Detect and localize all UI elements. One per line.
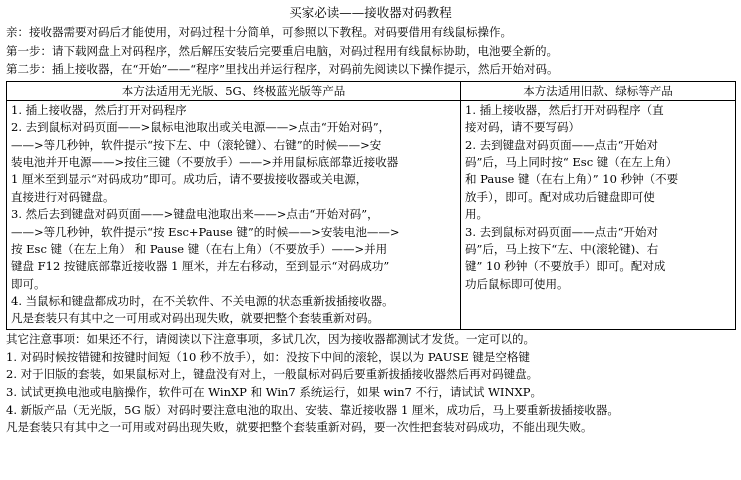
left-instruction-line: 键盘 F12 按键底部靠近接收器 1 厘米，并左右移动，至到显示“对码成功”	[11, 259, 390, 274]
instruction-table	[6, 81, 736, 330]
table-body-row	[7, 100, 736, 329]
left-instruction-line: 装电池并开电源——>按住三键（不要放手）——>并用鼠标底部靠近接收器	[11, 154, 399, 169]
note-line: 1. 对码时候按错键和按键时间短（10 秒不放手），如：没按下中间的滚轮，误以为 PAUSE 键是空格键	[6, 349, 530, 364]
document-title: 买家必读——接收器对码教程	[289, 5, 452, 20]
right-instruction-line: 键” 10 秒钟（不要放手）即可。配对成	[465, 259, 666, 274]
left-instruction-line: 2. 去到鼠标对码页面——>鼠标电池取出或关电源——>点击“开始对码”，	[11, 120, 391, 135]
left-instruction-line: 1 厘米至到显示“对码成功”即可。成功后，请不要拔接收器或关电源，	[11, 172, 368, 187]
right-instructions-cell	[461, 100, 736, 329]
right-instruction-line: 功后鼠标即可使用。	[465, 276, 569, 291]
note-line: 凡是套装只有其中之一可用或对码出现失败，就要把整个套装重新对码，要一次性把套装对码成功，不能出现失败。	[6, 420, 593, 435]
notes-section	[6, 331, 735, 437]
left-instruction-line: 1. 插上接收器，然后打开对码程序	[11, 102, 187, 117]
right-instruction-line: 放手），即可。配对成功后键盘即可使	[465, 189, 655, 204]
left-instruction-line: ——>等几秒钟，软件提示“按下左、中（滚轮键）、右键”的时候——>安	[11, 137, 382, 152]
right-instruction-line: 接对码，请不要写码）	[465, 120, 580, 135]
left-instruction-line: 按 Esc 键（在左上角） 和 Pause 键（在右上角）（不要放手）——>并用	[11, 241, 388, 256]
right-column-header: 本方法适用旧款、绿标等产品	[461, 81, 736, 100]
left-instruction-line: 即可。	[11, 276, 46, 291]
right-instruction-line: 码”后，马上按下“左、中(滚轮键)、右	[465, 241, 659, 256]
intro-line: 第一步：请下载网盘上对码程序，然后解压安装后完要重启电脑，对码过程用有线鼠标协助，电池要全新的。	[6, 43, 558, 58]
left-instruction-line: 4. 当鼠标和键盘都成功时，在不关软件、不关电源的状态重新拔插接收器。	[11, 294, 394, 309]
left-instruction-line: 凡是套装只有其中之一可用或对码出现失败，就要把整个套装重新对码。	[11, 311, 379, 326]
right-instruction-line: 用。	[465, 207, 488, 222]
intro-line: 亲：接收器需要对码后才能使用，对码过程十分简单，可参照以下教程。对码要借用有线鼠标操作。	[6, 25, 512, 39]
left-instruction-line: 3. 然后去到键盘对码页面——>键盘电池取出来——>点击“开始对码”，	[11, 207, 379, 222]
intro-line: 第二步：插上接收器，在“开始”——“程序”里找出并运行程序，对码前先阅读以下操作提示，然后开始对码。	[6, 62, 559, 77]
note-line: 4. 新版产品（无光版，5G 版）对码时要注意电池的取出、安装、靠近接收器 1 厘米，成功后，马上要重新拔插接收器。	[6, 402, 619, 417]
left-instructions-cell	[7, 100, 461, 329]
right-instruction-line: 3. 去到鼠标对码页面——点击“开始对	[465, 224, 659, 239]
note-line: 2. 对于旧版的套装，如果鼠标对上，键盘没有对上，一般鼠标对码后要重新拔插接收器然后再对码键盘。	[6, 367, 539, 382]
left-instruction-line: 直接进行对码键盘。	[11, 189, 115, 204]
note-line: 3. 试试更换电池或电脑操作，软件可在 WinXP 和 Win7 系统运行，如果 win7 不行，请试试 WINXP。	[6, 384, 542, 399]
table-header-row	[7, 81, 736, 100]
left-instruction-line: ——>等几秒钟，软件提示“按 Esc+Pause 键”的时候——>安装电池——>	[11, 224, 400, 239]
right-instruction-line: 码”后，马上同时按“ Esc 键（在左上角）	[465, 154, 678, 169]
right-instruction-line: 1. 插上接收器，然后打开对码程序（直	[465, 102, 664, 117]
right-instruction-line: 2. 去到键盘对码页面——点击“开始对	[465, 137, 659, 152]
left-column-header: 本方法适用无光版、5G、终极蓝光版等产品	[7, 81, 461, 100]
notes-heading: 其它注意事项：如果还不行，请阅读以下注意事项，多试几次，因为接收器都测试才发货。一定可以的。	[6, 331, 535, 346]
intro-section	[6, 24, 735, 80]
right-instruction-line: 和 Pause 键（在右上角）” 10 秒钟（不要	[465, 172, 679, 187]
